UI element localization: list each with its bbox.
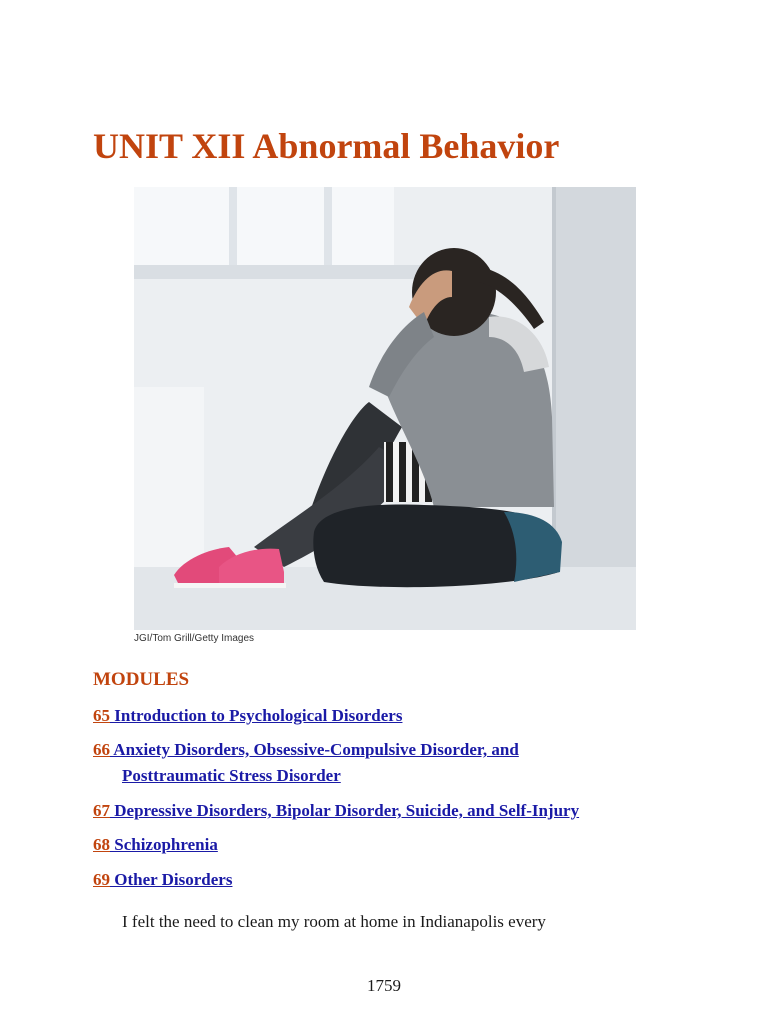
body-paragraph: I felt the need to clean my room at home in Indianapolis every	[122, 912, 546, 931]
unit-title	[93, 124, 559, 168]
photo-credit: JGI/Tom Grill/Getty Images	[134, 633, 255, 644]
page-number: 1759	[367, 976, 401, 995]
module-67[interactable]	[93, 798, 579, 824]
modules-heading: MODULES	[93, 669, 190, 690]
module-69[interactable]	[93, 867, 232, 893]
chapter-photo	[134, 187, 636, 630]
module-link[interactable]: Anxiety Disorders, Obsessive-Compulsive Disorder, and	[110, 740, 519, 759]
module-link[interactable]: Schizophrenia	[110, 835, 218, 854]
module-68[interactable]	[93, 832, 218, 858]
module-65[interactable]	[93, 703, 402, 729]
module-link[interactable]: Other Disorders	[110, 870, 233, 889]
unit-title-prefix: UNIT	[93, 126, 192, 166]
module-number[interactable]: 66	[93, 740, 110, 759]
module-66[interactable]	[93, 737, 519, 789]
unit-title-main: XII Abnormal Behavior	[191, 126, 560, 166]
module-link[interactable]: Introduction to Psychological Disorders	[110, 706, 403, 725]
module-link[interactable]: Depressive Disorders, Bipolar Disorder, Suicide, and Self-Injury	[110, 801, 580, 820]
module-number[interactable]: 69	[93, 870, 110, 889]
module-number[interactable]: 67	[93, 801, 110, 820]
module-link-continued[interactable]: Posttraumatic Stress Disorder	[122, 766, 341, 785]
module-number[interactable]: 65	[93, 706, 110, 725]
photo-illustration	[134, 187, 636, 630]
module-number[interactable]: 68	[93, 835, 110, 854]
